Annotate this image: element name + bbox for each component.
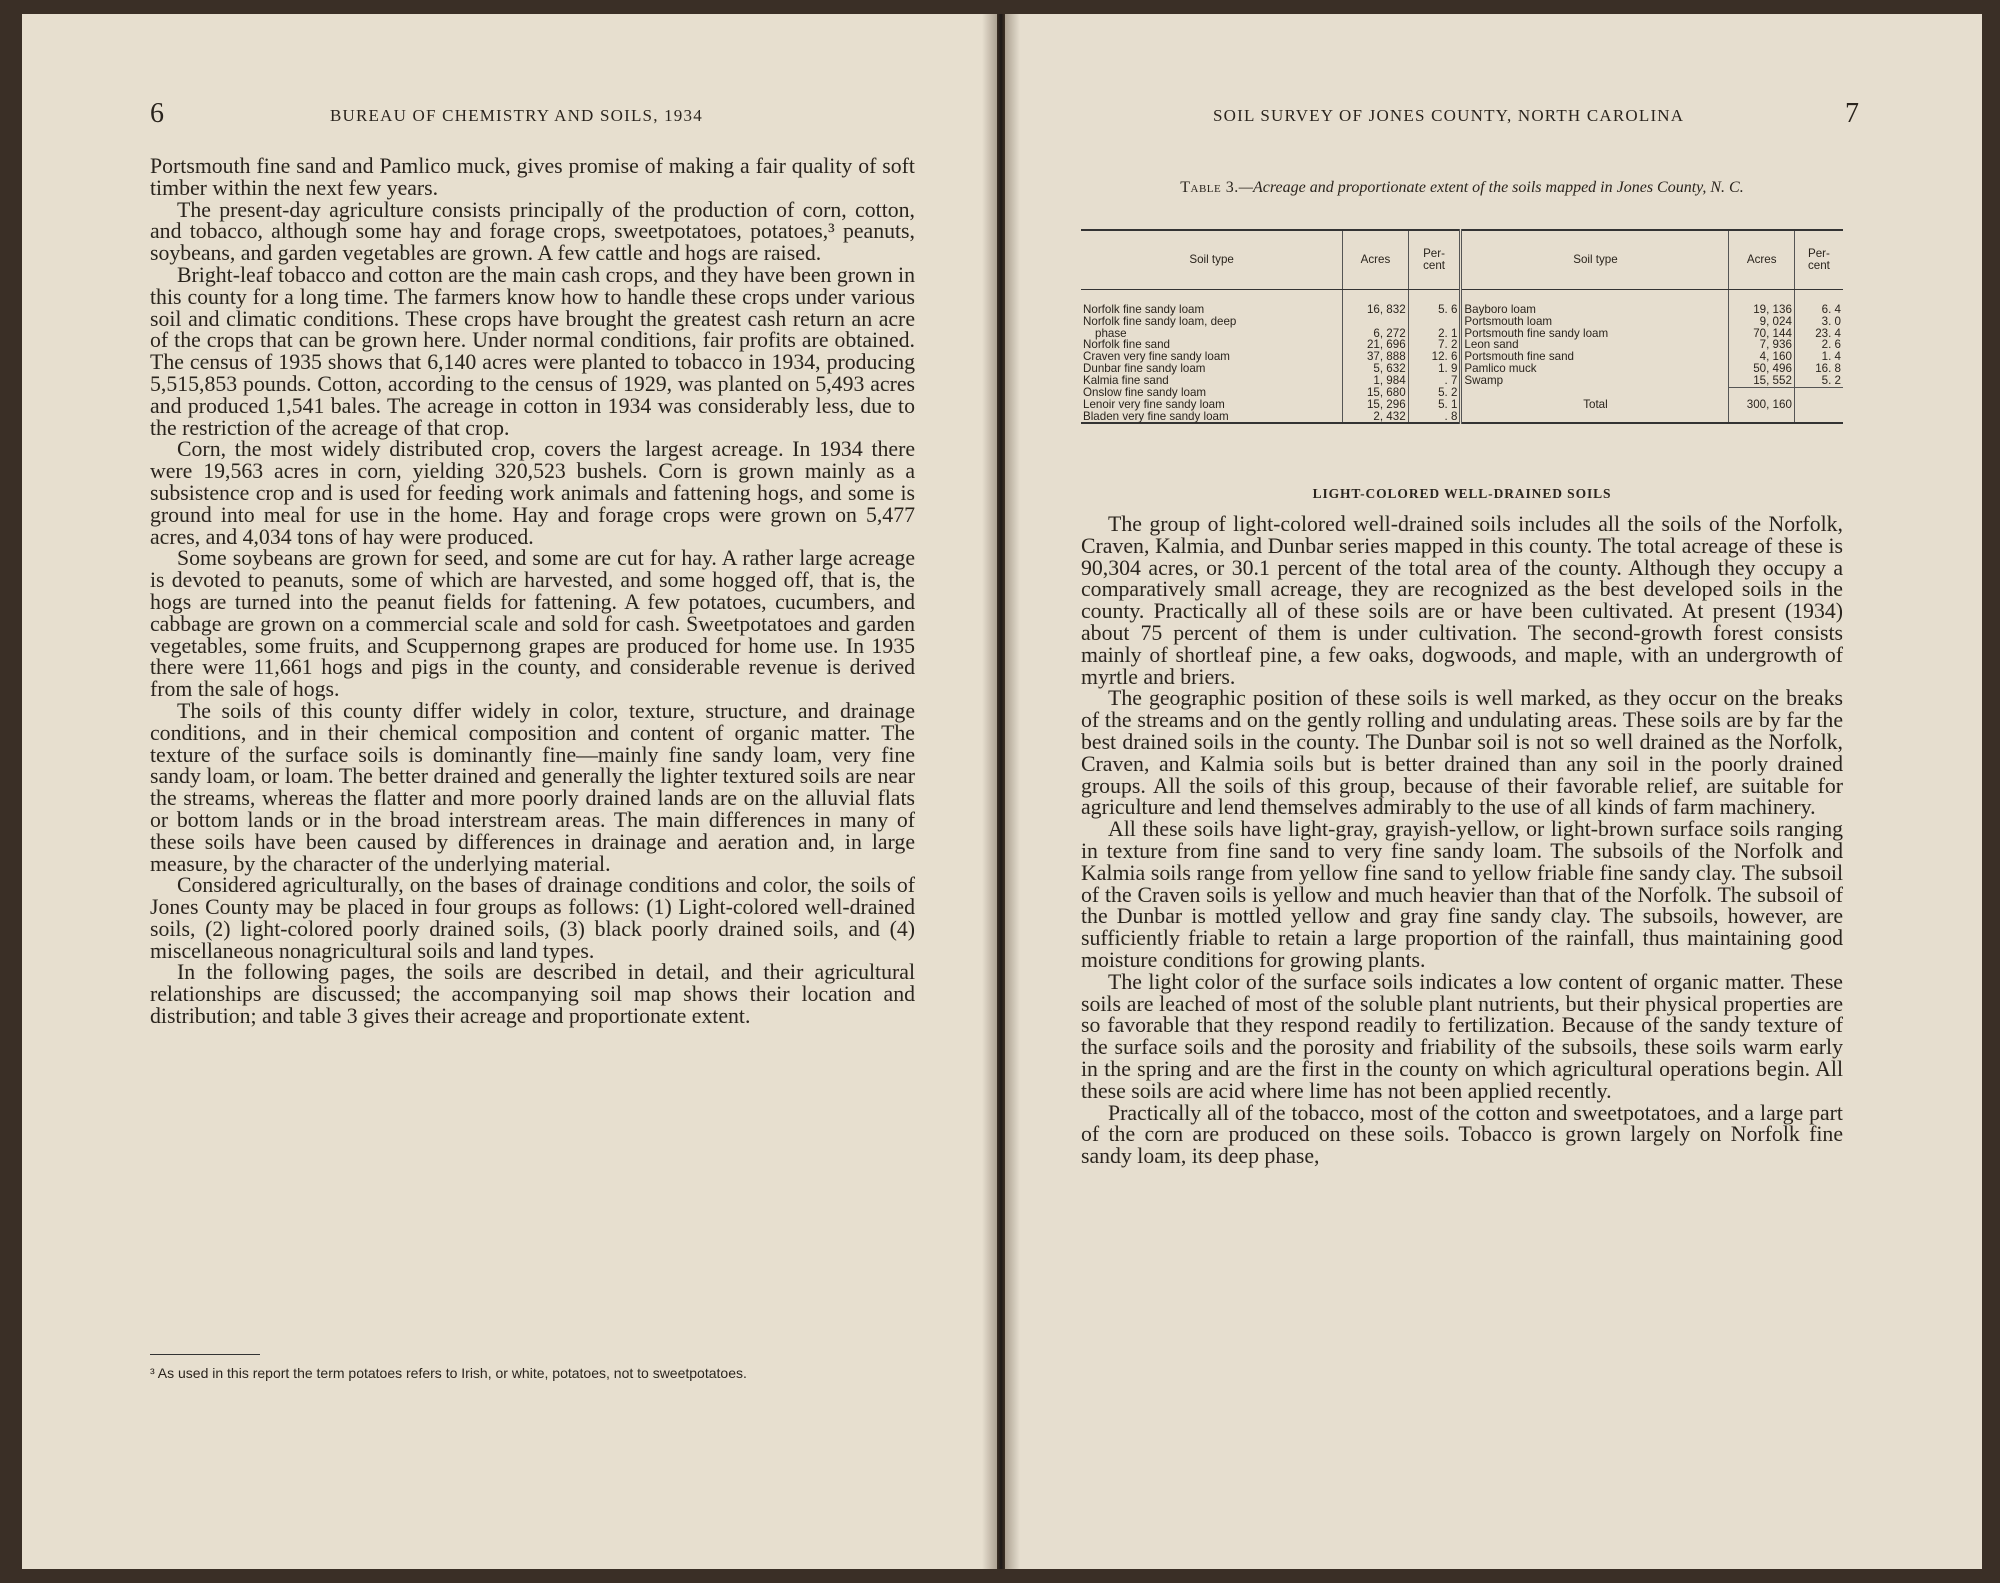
- percent-cell: 7. 2: [1408, 339, 1461, 351]
- paragraph: The present-day agriculture consists principally of the production of corn, cotton, and tobacco, although some hay and forage crops, sweetpotatoes, potatoes,³ peanuts, soybeans, and garden vegetables are grown. A few cattle and hogs are raised.: [150, 197, 915, 266]
- paragraph: Portsmouth fine sand and Pamlico muck, gives promise of making a fair quality of soft timber within the next few years.: [150, 154, 915, 200]
- table-caption: [1081, 178, 1843, 197]
- footnote-rule: [150, 1354, 260, 1355]
- acres-cell: 7, 936: [1729, 339, 1794, 351]
- table-row: [1081, 399, 1843, 411]
- paragraph: Bright-leaf tobacco and cotton are the main cash crops, and they have been grown in this county for a long time. The farmers know how to handle these crops under various soil and climatic conditions. These crops have brought the greatest cash return an acre of the crops that can be grown here. Under normal conditions, fair profits are obtained. The census of 1935 shows that 6,140 acres were planted to tobacco in 1934, producing 5,515,853 pounds. Cotton, according to the census of 1929, was planted on 5,493 acres and produced 1,541 bales. The acreage in cotton in 1934 was considerably less, due to the restriction of the acreage of that crop.: [150, 262, 915, 440]
- soil-name: Bayboro loam: [1461, 304, 1729, 316]
- paragraph: The light color of the surface soils indicates a low content of organic matter. These soils are leached of most of the soluble plant nutrients, but their physical properties are so favorable that they respond readily to fertilization. Because of the sandy texture of the surface soils and the porosity and friability of the subsoils, these soils warm early in the spring and are the first in the county on which agricultural operations begin. All these soils are acid where lime has not been applied recently.: [1081, 969, 1843, 1103]
- paragraph: Practically all of the tobacco, most of the cotton and sweetpotatoes, and a large part of the corn are produced on these soils. Tobacco is grown largely on Norfolk fine sandy loam, its deep phase,: [1081, 1100, 1843, 1169]
- soil-name: Swamp: [1461, 375, 1729, 387]
- percent-cell: 3. 0: [1794, 316, 1843, 328]
- soil-name: Craven very fine sandy loam: [1083, 350, 1230, 364]
- soil-acreage-table: [1081, 229, 1843, 424]
- left-page: [22, 14, 997, 1569]
- percent-cell: 1. 4: [1794, 351, 1843, 363]
- body-text: [150, 156, 915, 1028]
- header-acres: Acres: [1343, 230, 1408, 290]
- paragraph: All these soils have light-gray, grayish-yellow, or light-brown surface soils ranging in texture from fine sand to very fine sandy loam. The subsoils of the Norfolk and Kalmia soils range from yellow fine sand to yellow friable fine sandy clay. The subsoil of the Craven soils is yellow and much heavier than that of the Norfolk. The subsoil of the Dunbar is mottled yellow and gray fine sandy clay. The subsoils, however, are sufficiently friable to retain a large proportion of the rainfall, thus maintaining good moisture conditions for growing plants.: [1081, 817, 1843, 972]
- paragraph: The geographic position of these soils is well marked, as they occur on the breaks of the streams and on the gently rolling and undulating areas. These soils are by far the best drained soils in the county. The Dunbar soil is not so well drained as the Norfolk, Craven, and Kalmia soils but is better drained than any soil in the poorly drained groups. All the soils of this group, because of their favorable relief, are suitable for agriculture and lend themselves admirably to the use of all kinds of farm machinery.: [1081, 686, 1843, 820]
- soil-name: Pamlico muck: [1461, 363, 1729, 375]
- running-head: BUREAU OF CHEMISTRY AND SOILS, 1934: [330, 106, 703, 125]
- percent-cell: . 8: [1408, 411, 1461, 424]
- percent-cell: 5. 6: [1408, 304, 1461, 316]
- acres-cell: 70, 144: [1729, 328, 1794, 340]
- header-soil-type: Soil type: [1081, 230, 1343, 290]
- table-header-row: [1081, 230, 1843, 290]
- acres-cell: 15, 552: [1729, 375, 1794, 387]
- acres-cell: 9, 024: [1729, 316, 1794, 328]
- acres-cell: 37, 888: [1343, 351, 1408, 363]
- header-percent: Per- cent: [1408, 230, 1461, 290]
- percent-cell: 6. 4: [1794, 304, 1843, 316]
- acres-cell: 2, 432: [1343, 411, 1408, 424]
- header-acres: Acres: [1729, 230, 1794, 290]
- table-row: [1081, 316, 1843, 328]
- header-percent: Per- cent: [1794, 230, 1843, 290]
- section-heading: LIGHT-COLORED WELL-DRAINED SOILS: [1312, 486, 1612, 501]
- percent-cell: . 7: [1408, 375, 1461, 387]
- book-spread: [22, 14, 1982, 1569]
- percent-cell: 16. 8: [1794, 363, 1843, 375]
- percent-cell: 1. 9: [1408, 363, 1461, 375]
- soil-name: Norfolk fine sandy loam, deep: [1083, 314, 1237, 328]
- acres-cell: 1, 984: [1343, 375, 1408, 387]
- soil-name: Kalmia fine sand: [1083, 373, 1169, 387]
- percent-cell: 5. 2: [1408, 387, 1461, 399]
- soil-name: Bladen very fine sandy loam: [1081, 411, 1343, 424]
- acres-cell: 19, 136: [1729, 304, 1794, 316]
- soil-name: Norfolk fine sand: [1083, 338, 1170, 352]
- acres-cell: [1343, 316, 1408, 328]
- total-label: Total: [1461, 399, 1729, 411]
- running-head: SOIL SURVEY OF JONES COUNTY, NORTH CAROLINA: [1213, 106, 1685, 125]
- body-text: [1081, 514, 1843, 1168]
- percent-cell: 5. 2: [1794, 375, 1843, 387]
- percent-cell: 12. 6: [1408, 351, 1461, 363]
- acres-cell: 16, 832: [1343, 304, 1408, 316]
- percent-cell: 2. 6: [1794, 339, 1843, 351]
- percent-cell: 5. 1: [1408, 399, 1461, 411]
- soil-name: Lenoir very fine sandy loam: [1083, 397, 1225, 411]
- header-soil-type: Soil type: [1461, 230, 1729, 290]
- acres-cell: 15, 296: [1343, 399, 1408, 411]
- soil-name: Norfolk fine sandy loam: [1083, 303, 1205, 316]
- total-acres: 300, 160: [1729, 399, 1794, 411]
- paragraph: The soils of this county differ widely in color, texture, structure, and drainage conditions, and in their chemical composition and content of organic matter. The texture of the surface soils is dominantly fine—mainly fine sandy loam, very fine sandy loam, or loam. The better drained and generally the lighter textured soils are near the streams, whereas the flatter and more poorly drained lands are on the alluvial flats or bottom lands or in the broad interstream areas. The main differences in many of these soils have been caused by differences in drainage and aeration and, in large measure, by the character of the underlying material.: [150, 698, 915, 876]
- paragraph: In the following pages, the soils are described in detail, and their agricultural relationships are discussed; the accompanying soil map shows their location and distribution; and table 3 gives their acreage and proportionate extent.: [150, 960, 915, 1029]
- book-gutter: [982, 14, 1020, 1569]
- acres-cell: 4, 160: [1729, 351, 1794, 363]
- percent-cell: 2. 1: [1408, 328, 1461, 340]
- right-page: [1005, 14, 1982, 1569]
- total-percent: [1794, 399, 1843, 411]
- soil-name: phase: [1095, 326, 1127, 340]
- soil-name: Portsmouth fine sandy loam: [1461, 328, 1729, 340]
- acres-cell: 21, 696: [1343, 339, 1408, 351]
- acres-cell: 5, 632: [1343, 363, 1408, 375]
- table-row: [1081, 411, 1843, 424]
- table-label: Table 3.: [1180, 179, 1239, 196]
- soil-name: Portsmouth fine sand: [1461, 351, 1729, 363]
- page-number: 7: [1845, 98, 1859, 129]
- acres-cell: 50, 496: [1729, 363, 1794, 375]
- soil-name: Leon sand: [1461, 339, 1729, 351]
- soil-name: Portsmouth loam: [1461, 316, 1729, 328]
- soil-name: Onslow fine sandy loam: [1083, 386, 1207, 400]
- acres-cell: 6, 272: [1343, 328, 1408, 340]
- page-number: 6: [150, 98, 164, 129]
- paragraph: The group of light-colored well-drained soils includes all the soils of the Norfolk, Craven, Kalmia, and Dunbar series mapped in this county. The total acreage of these is 90,304 acres, or 30.1 percent of the total area of the county. Although they occupy a comparatively small acreage, they are recognized as the best developed soils in the county. Practically all of these soils are or have been cultivated. At present (1934) about 75 percent of them is under cultivation. The second-growth forest consists mainly of shortleaf pine, a few oaks, dogwoods, and maple, with an undergrowth of myrtle and briers.: [1081, 512, 1843, 689]
- paragraph: Considered agriculturally, on the bases of drainage conditions and color, the soils of Jones County may be placed in four groups as follows: (1) Light-colored well-drained soils, (2) light-colored poorly drained soils, (3) black poorly drained soils, and (4) miscellaneous nonagricultural soils and land types.: [150, 873, 915, 963]
- paragraph: Some soybeans are grown for seed, and some are cut for hay. A rather large acreage is devoted to peanuts, some of which are harvested, and some hogged off, that is, the hogs are turned into the peanut fields for fattening. A few potatoes, cucumbers, and cabbage are grown on a commercial scale and sold for cash. Sweetpotatoes and garden vegetables, some fruits, and Scuppernong grapes are produced for home use. In 1935 there were 11,661 hogs and pigs in the county, and considerable revenue is derived from the sale of hogs.: [150, 546, 915, 702]
- percent-cell: 23. 4: [1794, 328, 1843, 340]
- table-caption-text: —Acreage and proportionate extent of the soils mapped in Jones County, N. C.: [1238, 179, 1744, 196]
- table-row: [1081, 363, 1843, 375]
- footnote: ³ As used in this report the term potatoes refers to Irish, or white, potatoes, not to sweetpotatoes.: [150, 1365, 747, 1381]
- paragraph: Corn, the most widely distributed crop, covers the largest acreage. In 1934 there were 19,563 acres in corn, yielding 320,523 bushels. Corn is grown mainly as a subsistence crop and is used for feeding work animals and fattening hogs, and some is ground into meal for use in the home. Hay and forage crops were grown on 5,477 acres, and 4,034 tons of hay were produced.: [150, 437, 915, 549]
- acres-cell: 15, 680: [1343, 387, 1408, 399]
- soil-name: Dunbar fine sandy loam: [1083, 361, 1206, 375]
- table-row: [1081, 328, 1843, 340]
- percent-cell: [1408, 316, 1461, 328]
